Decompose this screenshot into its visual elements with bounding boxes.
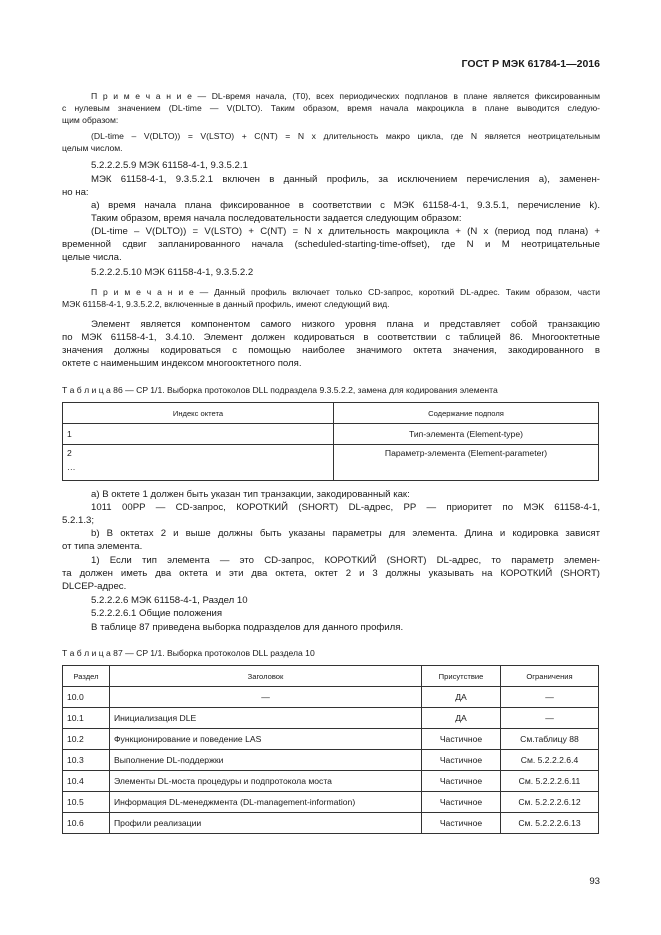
paragraph-line: Элемент является компонентом самого низкого уровня плана и представляет собой транзакцию	[91, 319, 600, 330]
table-cell: См. 5.2.2.2.6.11	[501, 771, 599, 792]
table-cell: 10.3	[63, 750, 110, 771]
note-1-line-5: целым числом.	[62, 143, 123, 153]
table-header: Индекс октета	[63, 403, 334, 424]
table-cell: Частичное	[422, 729, 501, 750]
note-2-line-2: МЭК 61158-4-1, 9.3.5.2.2, включенные в данный профиль, имеют следующий вид.	[62, 299, 390, 309]
table-cell: 1	[63, 424, 334, 445]
paragraph-line: по МЭК 61158-4-1, 3.4.10. Элемент должен кодироваться в соответствии с таблицей 86. Многооктетные	[62, 332, 600, 343]
paragraph-line: октете с наименьшим индексом многооктетного поля.	[62, 358, 302, 369]
section-heading: 5.2.2.2.5.9 МЭК 61158-4-1, 9.3.5.2.1	[91, 160, 248, 171]
paragraph-line: 1) Если тип элемента — это CD-запрос, КОРОТКИЙ (SHORT) DL-адрес, то параметр элемен-	[91, 555, 600, 566]
table-cell: Элементы DL-моста процедуры и подпротокола моста	[110, 771, 422, 792]
table-87-caption: Т а б л и ц а 87 — CP 1/1. Выборка протоколов DLL раздела 10	[62, 648, 315, 658]
table-row	[63, 708, 599, 729]
table-row	[63, 813, 599, 834]
table-cell: 10.0	[63, 687, 110, 708]
paragraph-line: но на:	[62, 187, 89, 198]
table-cell: 10.5	[63, 792, 110, 813]
section-heading: 5.2.2.2.6 МЭК 61158-4-1, Раздел 10	[91, 595, 248, 606]
table-86	[62, 402, 599, 481]
table-cell: Информация DL-менеджмента (DL-management-information)	[110, 792, 422, 813]
table-cell: Профили реализации	[110, 813, 422, 834]
table-cell: Частичное	[422, 750, 501, 771]
table-cell: Функционирование и поведение LAS	[110, 729, 422, 750]
paragraph-line: 5.2.1.3;	[62, 515, 95, 526]
table-cell: 10.4	[63, 771, 110, 792]
table-cell: Выполнение DL-поддержки	[110, 750, 422, 771]
paragraph-line: 1011 00PP — CD-запрос, КОРОТКИЙ (SHORT) DL-адрес, PP — приоритет по МЭК 61158-4-1,	[91, 502, 600, 513]
table-row	[63, 687, 599, 708]
table-cell: ДА	[422, 708, 501, 729]
table-cell: Частичное	[422, 771, 501, 792]
paragraph-line: b) В октетах 2 и выше должны быть указаны параметры для элемента. Длина и кодировка зависят	[91, 528, 600, 539]
paragraph-line: та должен иметь два октета и эти два октета, октет 2 и 3 должны указывать на КОРОТКИЙ (SHORT)	[62, 568, 600, 579]
note-1-line-4: (DL-time – V(DLTO)) = V(LSTO) + C(NT) = N x длительность макро цикла, где N является неотрицательным	[91, 131, 600, 141]
table-cell: См. 5.2.2.2.6.12	[501, 792, 599, 813]
paragraph-line: МЭК 61158-4-1, 9.3.5.2.1 включен в данный профиль, за исключением перечисления а), заменен-	[91, 174, 600, 185]
paragraph-line: от типа элемента.	[62, 541, 143, 552]
table-cell: —	[501, 687, 599, 708]
note-1-line-2: с нулевым значением (DL-time — V(DLTO). Таким образом, время начала макроцикла в плане выводится следую-	[62, 103, 600, 113]
table-cell: Инициализация DLE	[110, 708, 422, 729]
table-header: Заголовок	[110, 666, 422, 687]
note-1-label: П р и м е ч а н и е	[91, 91, 192, 101]
paragraph-line: В таблице 87 приведена выборка подразделов для данного профиля.	[91, 622, 404, 633]
note-1-line-1: П р и м е ч а н и е — DL-время начала, (T0), всех периодических подпланов в плане является фиксированным	[91, 91, 600, 101]
paragraph-line: DLCEP-адрес.	[62, 581, 127, 592]
table-cell: 10.2	[63, 729, 110, 750]
table-header: Присутствие	[422, 666, 501, 687]
table-row	[63, 445, 599, 481]
table-row	[63, 750, 599, 771]
page-number: 93	[589, 876, 600, 887]
table-row	[63, 771, 599, 792]
table-cell: Тип-элемента (Element-type)	[334, 424, 599, 445]
paragraph-line: Таким образом, время начала последовательности задается следующим образом:	[91, 213, 462, 224]
paragraph-line: временной сдвиг запланированного начала (scheduled-starting-time-offset), где N и M неотрицательные	[62, 239, 600, 250]
table-87	[62, 665, 599, 834]
table-cell: —	[110, 687, 422, 708]
table-cell: Параметр-элемента (Element-parameter)	[334, 445, 599, 481]
table-cell: ДА	[422, 687, 501, 708]
formula-line: (DL-time – V(DLTO)) = V(LSTO) + C(NT) = N x длительность макроцикла + (N x (период под плана) +	[91, 226, 600, 237]
table-cell: Частичное	[422, 813, 501, 834]
note-1-line-3: щим образом:	[62, 115, 119, 125]
table-header: Содержание подполя	[334, 403, 599, 424]
table-header: Раздел	[63, 666, 110, 687]
note-2-label: П р и м е ч а н и е	[91, 287, 194, 297]
table-row	[63, 729, 599, 750]
paragraph-line: а) В октете 1 должен быть указан тип транзакции, закодированный как:	[91, 489, 410, 500]
section-heading: 5.2.2.2.5.10 МЭК 61158-4-1, 9.3.5.2.2	[91, 267, 254, 278]
table-cell: 10.6	[63, 813, 110, 834]
table-cell: См. 5.2.2.2.6.13	[501, 813, 599, 834]
ellipsis: …	[67, 462, 76, 472]
paragraph-line: а) время начала плана фиксированное в соответствии с МЭК 61158-4-1, 9.3.5.1, перечисление k).	[91, 200, 600, 211]
document-header: ГОСТ Р МЭК 61784-1—2016	[461, 58, 600, 70]
table-86-caption: Т а б л и ц а 86 — CP 1/1. Выборка протоколов DLL подраздела 9.3.5.2.2, замена для кодирования элемента	[62, 385, 498, 395]
note-2-line-1: П р и м е ч а н и е — Данный профиль включает только CD-запрос, короткий DL-адрес. Таким образом, части	[91, 287, 601, 297]
table-cell: Частичное	[422, 792, 501, 813]
table-row	[63, 792, 599, 813]
table-row	[63, 424, 599, 445]
table-cell: —	[501, 708, 599, 729]
paragraph-line: целые числа.	[62, 252, 122, 263]
table-header: Ограничения	[501, 666, 599, 687]
table-cell: См.таблицу 88	[501, 729, 599, 750]
section-heading: 5.2.2.2.6.1 Общие положения	[91, 608, 223, 619]
paragraph-line: значения должны кодироваться с помощью наиболее значимого октета значения, закодированного в	[62, 345, 600, 356]
table-cell: 2 …	[63, 445, 334, 481]
table-cell: 10.1	[63, 708, 110, 729]
table-cell: См. 5.2.2.2.6.4	[501, 750, 599, 771]
